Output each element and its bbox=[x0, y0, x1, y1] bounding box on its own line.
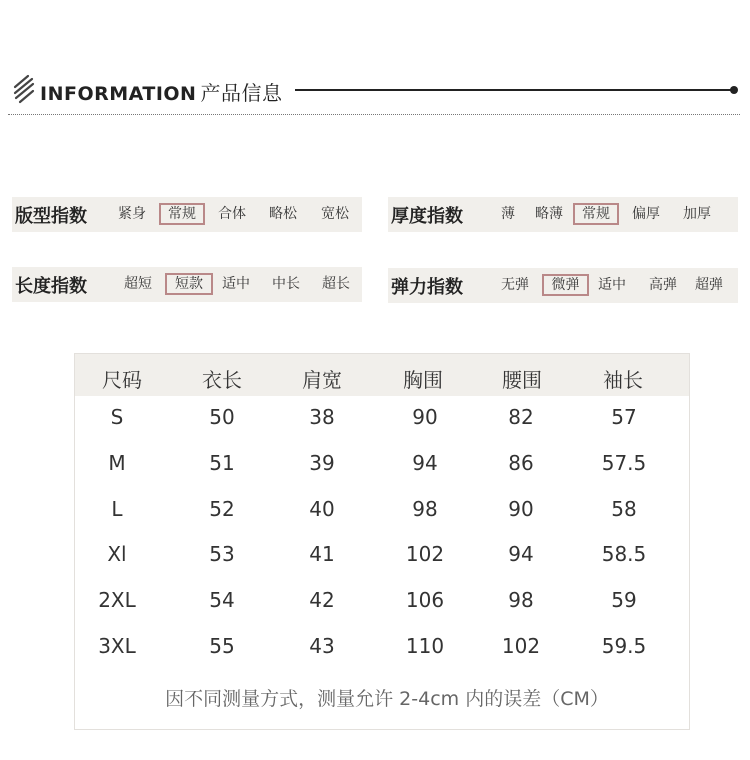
table-cell: 90 bbox=[508, 497, 534, 521]
table-cell: 98 bbox=[508, 588, 534, 612]
table-header-row bbox=[75, 354, 689, 396]
table-cell: 58 bbox=[611, 497, 637, 521]
table-cell: 43 bbox=[309, 634, 335, 658]
fit-option-selected: 常规 bbox=[159, 203, 205, 225]
title-zh: 产品信息 bbox=[200, 81, 283, 105]
table-cell: 42 bbox=[309, 588, 335, 612]
fit-index-bar bbox=[12, 197, 362, 232]
table-cell: 94 bbox=[412, 451, 438, 475]
fit-option: 宽松 bbox=[321, 206, 349, 222]
table-cell: 39 bbox=[309, 451, 335, 475]
table-cell: 102 bbox=[501, 634, 541, 658]
section-header bbox=[12, 72, 740, 106]
thickness-option: 加厚 bbox=[683, 206, 711, 222]
elasticity-option: 超弹 bbox=[695, 277, 723, 293]
title-en: INFORMATION bbox=[40, 83, 197, 105]
header-chest: 胸围 bbox=[403, 368, 443, 392]
dotted-divider bbox=[8, 114, 740, 115]
elasticity-option: 无弹 bbox=[501, 277, 529, 293]
elasticity-option: 适中 bbox=[598, 277, 626, 293]
table-cell: 57.5 bbox=[601, 451, 647, 475]
table-cell: 40 bbox=[309, 497, 335, 521]
section-title bbox=[40, 77, 282, 106]
table-cell: 110 bbox=[405, 634, 445, 658]
thickness-index-bar bbox=[388, 197, 738, 232]
elasticity-option-selected: 微弹 bbox=[542, 274, 589, 296]
fit-option: 略松 bbox=[269, 206, 297, 222]
measurement-note: 因不同测量方式，测量允许 2-4cm 内的误差（CM） bbox=[165, 688, 609, 710]
thickness-option-selected: 常规 bbox=[573, 203, 619, 225]
length-option-selected: 短款 bbox=[165, 273, 213, 295]
table-cell: 52 bbox=[209, 497, 235, 521]
table-cell: 55 bbox=[209, 634, 235, 658]
table-cell: 2XL bbox=[98, 588, 136, 612]
header-sleeve: 袖长 bbox=[603, 368, 643, 392]
table-cell: Xl bbox=[107, 542, 127, 566]
length-index-label: 长度指数 bbox=[15, 275, 87, 297]
table-cell: 3XL bbox=[98, 634, 136, 658]
table-cell: 86 bbox=[508, 451, 534, 475]
table-cell: 106 bbox=[405, 588, 445, 612]
thickness-option: 薄 bbox=[501, 206, 515, 222]
elasticity-index-bar bbox=[388, 268, 738, 303]
length-option: 中长 bbox=[272, 276, 300, 292]
table-cell: 94 bbox=[508, 542, 534, 566]
table-cell: 54 bbox=[209, 588, 235, 612]
table-cell: L bbox=[111, 497, 123, 521]
diagonal-stripes-icon bbox=[12, 74, 36, 104]
table-cell: 59 bbox=[611, 588, 637, 612]
table-cell: 41 bbox=[309, 542, 335, 566]
fit-index-label: 版型指数 bbox=[15, 205, 87, 227]
table-cell: 53 bbox=[209, 542, 235, 566]
header-divider-dot bbox=[730, 86, 738, 94]
header-size: 尺码 bbox=[102, 368, 142, 392]
length-option: 超短 bbox=[124, 276, 152, 292]
table-cell: 58.5 bbox=[601, 542, 647, 566]
table-cell: 51 bbox=[209, 451, 235, 475]
length-option: 超长 bbox=[322, 276, 350, 292]
thickness-option: 略薄 bbox=[535, 206, 563, 222]
fit-option: 合体 bbox=[218, 206, 246, 222]
header-length: 衣长 bbox=[202, 368, 242, 392]
table-cell: M bbox=[108, 451, 126, 475]
header-shoulder: 肩宽 bbox=[302, 368, 342, 392]
table-cell: 90 bbox=[412, 405, 438, 429]
thickness-index-label: 厚度指数 bbox=[391, 205, 463, 227]
elasticity-index-label: 弹力指数 bbox=[391, 276, 463, 298]
table-cell: 57 bbox=[611, 405, 637, 429]
length-option: 适中 bbox=[222, 276, 250, 292]
fit-option: 紧身 bbox=[118, 206, 146, 222]
table-cell: 102 bbox=[405, 542, 445, 566]
thickness-option: 偏厚 bbox=[632, 206, 660, 222]
length-index-bar bbox=[12, 267, 362, 302]
table-cell: 38 bbox=[309, 405, 335, 429]
header-divider-line bbox=[295, 89, 732, 91]
table-cell: 82 bbox=[508, 405, 534, 429]
table-cell: 59.5 bbox=[601, 634, 647, 658]
elasticity-option: 高弹 bbox=[649, 277, 677, 293]
table-cell: 50 bbox=[209, 405, 235, 429]
header-waist: 腰围 bbox=[502, 368, 542, 392]
table-cell: 98 bbox=[412, 497, 438, 521]
table-cell: S bbox=[110, 405, 124, 429]
size-table bbox=[74, 353, 690, 730]
